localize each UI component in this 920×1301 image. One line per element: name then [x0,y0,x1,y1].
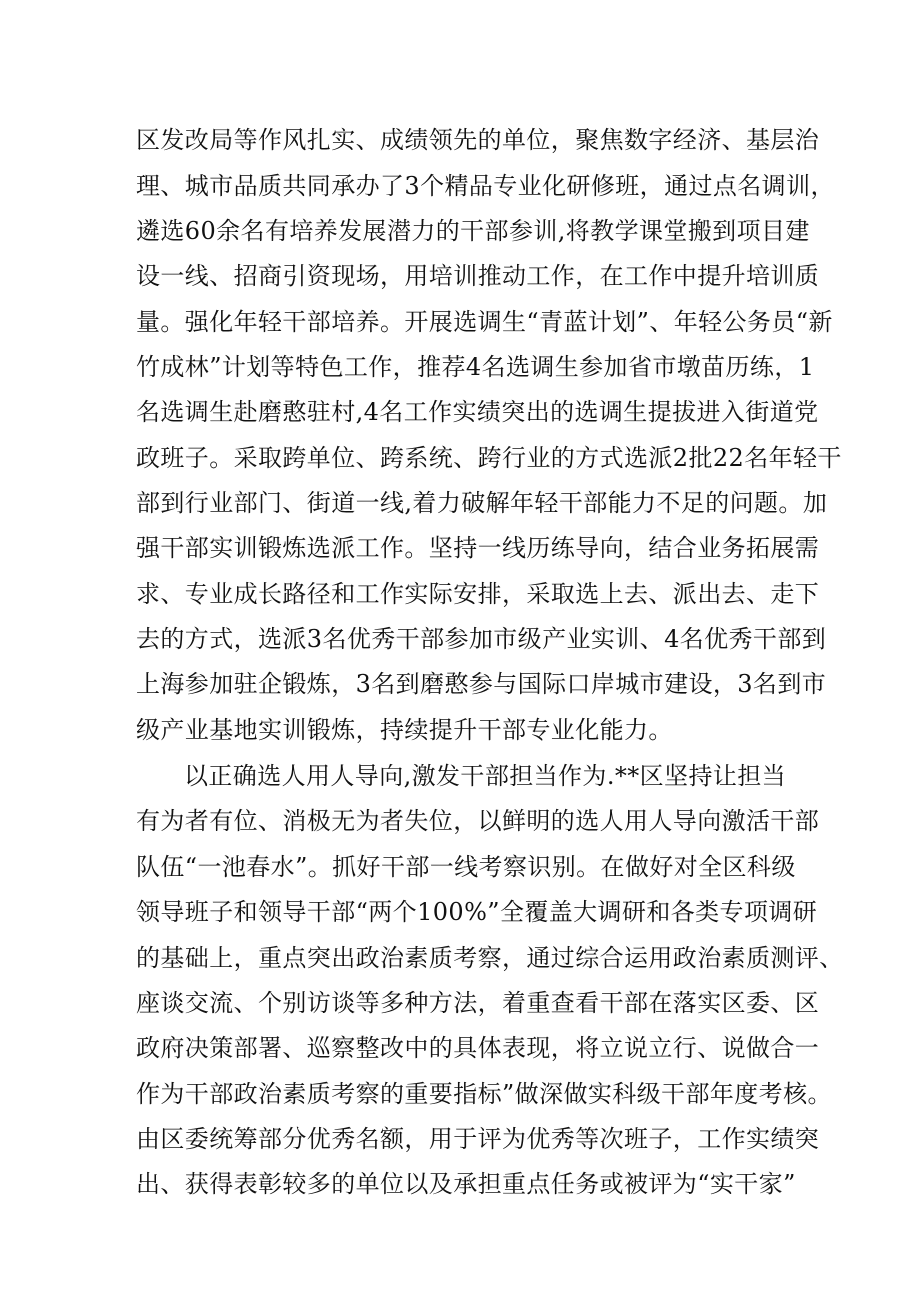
text-line: 上海参加驻企锻炼，3名到磨憨参与国际口岸城市建设，3名到市 [136,670,827,698]
text-line: 区发改局等作风扎实、成绩领先的单位，聚焦数字经济、基层治 [136,126,820,154]
text-line: 强干部实训锻炼选派工作。坚持一线历练导向，结合业务拓展需 [136,534,820,562]
text-line: 的基础上，重点突出政治素质考察，通过综合运用政治素质测评、 [136,944,844,972]
text-line: 由区委统筹部分优秀名额，用于评为优秀等次班子，工作实绩突 [136,1125,820,1153]
text-line: 政班子。采取跨单位、跨系统、跨行业的方式选派2批22名年轻干 [136,444,842,472]
text-line: 有为者有位、消极无为者失位，以鲜明的选人用人导向激活干部 [136,807,820,835]
text-line: 政府决策部署、巡察整改中的具体表现，将立说立行、说做合一 [136,1034,820,1062]
text-line: 理、城市品质共同承办了3个精品专业化研修班，通过点名调训， [136,172,835,200]
text-line: 作为干部政治素质考察的重要指标”做深做实科级干部年度考核。 [136,1080,832,1108]
text-line: 去的方式，选派3名优秀干部参加市级产业实训、4名优秀干部到 [136,625,827,653]
text-line: 座谈交流、个别访谈等多种方法，着重查看干部在落实区委、区 [136,989,820,1017]
paragraph-first-line: 以正确选人用人导向,激发干部担当作为.**区坚持让担当 [184,762,787,790]
text-line: 出、获得表彰较多的单位以及承担重点任务或被评为“实干家” [136,1170,796,1198]
text-line: 部到行业部门、街道一线,着力破解年轻干部能力不足的问题。加 [136,489,828,517]
text-line: 领导班子和领导干部“两个100%”全覆盖大调研和各类专项调研 [136,898,818,926]
text-line: 量。强化年轻干部培养。开展选调生“青蓝计划”、年轻公务员“新 [136,308,833,336]
text-line: 队伍“一池春水”。抓好干部一线考察识别。在做好对全区科级 [136,853,796,881]
text-line: 设一线、招商引资现场，用培训推动工作，在工作中提升培训质 [136,262,820,290]
text-line: 级产业基地实训锻炼，持续提升干部专业化能力。 [136,716,673,744]
text-line: 竹成林”计划等特色工作，推荐4名选调生参加省市墩苗历练，1 [136,353,815,381]
text-line: 名选调生赴磨憨驻村,4名工作实绩突出的选调生提拔进入街道党 [136,398,819,426]
text-line: 求、专业成长路径和工作实际安排，采取选上去、派出去、走下 [136,580,820,608]
text-line: 遴选60余名有培养发展潜力的干部参训,将教学课堂搬到项目建 [136,217,810,245]
